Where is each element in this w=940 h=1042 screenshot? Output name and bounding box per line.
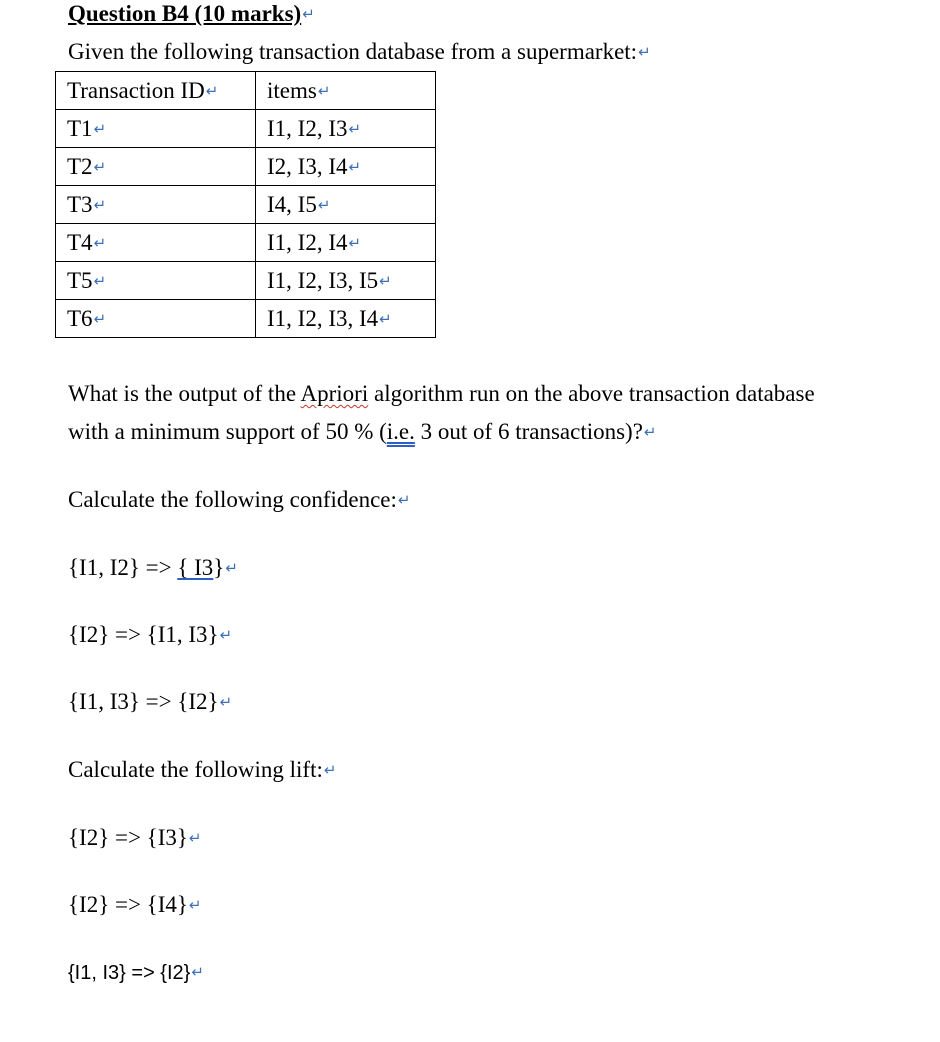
paragraph-mark-icon: ↵ — [205, 81, 219, 100]
table-cell-id: T1↵ — [56, 110, 256, 148]
grammar-flagged-word: { I3 — [177, 555, 214, 580]
rule-text: {I1, I3} => {I2} — [68, 689, 219, 714]
table-cell-items: I1, I2, I3↵ — [256, 110, 436, 148]
grammar-flagged-word: i.e. — [386, 419, 415, 444]
table-cell-id: T5↵ — [56, 262, 256, 300]
paragraph-mark-icon: ↵ — [323, 761, 337, 779]
table-cell-items: I1, I2, I3, I5↵ — [256, 262, 436, 300]
paragraph-mark-icon: ↵ — [643, 423, 657, 441]
paragraph-mark-icon: ↵ — [219, 626, 233, 644]
table-cell-id: T6↵ — [56, 300, 256, 338]
paragraph-mark-icon: ↵ — [93, 309, 107, 328]
heading-text: Question B4 (10 marks) — [68, 1, 302, 26]
confidence-rule-2 — [68, 621, 232, 649]
table-header-row — [56, 72, 436, 110]
lift-rule-2 — [68, 891, 202, 919]
rule-text: {I2} => {I3} — [68, 825, 188, 850]
paragraph-mark-icon: ↵ — [191, 963, 204, 981]
table-cell-id: T4↵ — [56, 224, 256, 262]
paragraph-mark-icon: ↵ — [379, 271, 392, 290]
transaction-table — [55, 71, 436, 338]
table-row — [56, 262, 436, 300]
table-cell-items: I1, I2, I3, I4↵ — [256, 300, 436, 338]
question-text: algorithm run on the above transaction database — [368, 381, 815, 406]
lift-title-text: Calculate the following lift: — [68, 757, 323, 782]
table-row — [56, 300, 436, 338]
confidence-title — [68, 486, 411, 514]
rule-text: {I1, I3} => {I2} — [68, 962, 191, 984]
table-cell-items: I4, I5↵ — [256, 186, 436, 224]
paragraph-mark-icon: ↵ — [93, 119, 107, 138]
intro-text — [68, 38, 651, 66]
question-text: What is the output of the — [68, 381, 301, 406]
spellcheck-word: Apriori — [300, 381, 369, 406]
paragraph-mark-icon: ↵ — [93, 195, 107, 214]
paragraph-mark-icon: ↵ — [348, 233, 362, 252]
paragraph-mark-icon: ↵ — [93, 271, 107, 290]
table-row — [56, 186, 436, 224]
question-heading — [68, 0, 315, 28]
paragraph-mark-icon: ↵ — [219, 693, 233, 711]
paragraph-mark-icon: ↵ — [302, 5, 315, 23]
paragraph-mark-icon: ↵ — [93, 233, 107, 252]
paragraph-mark-icon: ↵ — [638, 43, 651, 61]
table-cell-items: I1, I2, I4↵ — [256, 224, 436, 262]
rule-text: } — [213, 555, 225, 580]
rule-text: {I1, I2} => — [68, 555, 178, 580]
paragraph-mark-icon: ↵ — [317, 81, 331, 100]
paragraph-mark-icon: ↵ — [379, 309, 392, 328]
paragraph-mark-icon: ↵ — [188, 896, 202, 914]
paragraph-mark-icon: ↵ — [188, 829, 202, 847]
paragraph-mark-icon: ↵ — [317, 195, 331, 214]
paragraph-mark-icon: ↵ — [225, 559, 238, 577]
confidence-rule-3 — [68, 688, 232, 716]
question-line-2 — [68, 418, 657, 446]
paragraph-mark-icon: ↵ — [93, 157, 107, 176]
table-cell-id: T2↵ — [56, 148, 256, 186]
table-row — [56, 224, 436, 262]
question-text: with a minimum support of 50 % ( — [68, 419, 387, 444]
table-header-cell: Transaction ID↵ — [56, 72, 256, 110]
rule-text: {I2} => {I4} — [68, 892, 188, 917]
table-header-cell: items↵ — [256, 72, 436, 110]
table-cell-id: T3↵ — [56, 186, 256, 224]
table-row — [56, 110, 436, 148]
paragraph-mark-icon: ↵ — [397, 491, 411, 509]
rule-text: {I2} => {I1, I3} — [68, 622, 219, 647]
confidence-rule-1 — [68, 554, 238, 582]
question-line-1 — [68, 380, 815, 408]
lift-title — [68, 756, 336, 784]
table-row — [56, 148, 436, 186]
lift-rule-3 — [68, 959, 204, 986]
lift-rule-1 — [68, 824, 202, 852]
question-text: 3 out of 6 transactions)? — [414, 419, 643, 444]
paragraph-mark-icon: ↵ — [348, 119, 362, 138]
confidence-title-text: Calculate the following confidence: — [68, 487, 397, 512]
table-cell-items: I2, I3, I4↵ — [256, 148, 436, 186]
intro-label: Given the following transaction database from a supermarket: — [68, 39, 638, 64]
paragraph-mark-icon: ↵ — [348, 157, 362, 176]
